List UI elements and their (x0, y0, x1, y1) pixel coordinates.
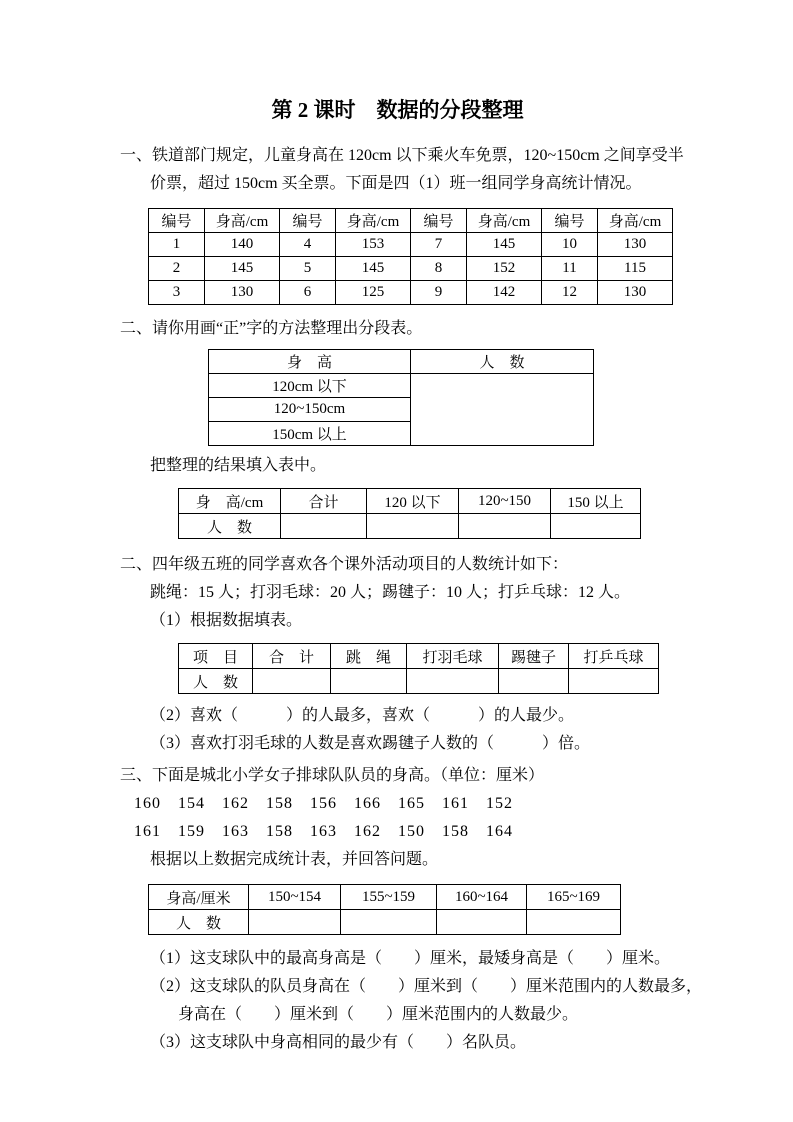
data-cell: 4 (280, 233, 336, 257)
empty-cell (551, 514, 641, 539)
header-cell: 身 高 (209, 350, 411, 374)
header-cell: 身高/cm (467, 209, 542, 233)
table-row (149, 910, 621, 935)
header-cell: 身高/厘米 (149, 885, 249, 910)
data-cell: 130 (598, 233, 673, 257)
data-cell: 115 (598, 257, 673, 281)
header-cell: 身 高/cm (179, 489, 281, 514)
section3-q3: （3）喜欢打羽毛球的人数是喜欢踢毽子人数的（ ）倍。 (150, 735, 591, 752)
data-cell: 3 (149, 281, 205, 305)
data-cell: 130 (598, 281, 673, 305)
table-row (179, 669, 659, 694)
data-cell: 142 (467, 281, 542, 305)
data-cell: 5 (280, 257, 336, 281)
header-cell: 身高/cm (336, 209, 411, 233)
header-cell: 跳 绳 (331, 644, 407, 669)
data-cell: 9 (411, 281, 467, 305)
data-cell: 1 (149, 233, 205, 257)
data-cell: 145 (205, 257, 280, 281)
empty-cell (411, 374, 594, 446)
empty-cell (281, 514, 367, 539)
table-header-row (209, 350, 594, 374)
empty-cell (341, 910, 437, 935)
empty-cell (249, 910, 341, 935)
data-cell: 11 (542, 257, 598, 281)
header-cell: 120~150 (459, 489, 551, 514)
header-cell: 155~159 (341, 885, 437, 910)
section4-q1: （1）这支球队中的最高身高是（ ）厘米，最矮身高是（ ）厘米。 (150, 950, 671, 967)
empty-cell (459, 514, 551, 539)
header-cell: 身高/cm (205, 209, 280, 233)
heights-row-2: 161 159 163 158 163 162 150 158 164 (134, 823, 514, 840)
table-row (179, 514, 641, 539)
empty-cell (499, 669, 569, 694)
data-cell: 125 (336, 281, 411, 305)
table-header-row (179, 489, 641, 514)
data-cell: 153 (336, 233, 411, 257)
header-cell: 合 计 (253, 644, 331, 669)
empty-cell (569, 669, 659, 694)
row-label-cell: 150cm 以上 (209, 422, 411, 446)
empty-cell (331, 669, 407, 694)
data-cell: 6 (280, 281, 336, 305)
table-header-row (149, 209, 673, 233)
section3-q2: （2）喜欢（ ）的人最多，喜欢（ ）的人最少。 (150, 707, 575, 724)
heights-row-1: 160 154 162 158 156 166 165 161 152 (134, 795, 514, 812)
data-cell: 2 (149, 257, 205, 281)
section4-q2-line2: 身高在（ ）厘米到（ ）厘米范围内的人数最少。 (178, 1006, 579, 1023)
section3-q1: （1）根据数据填表。 (150, 612, 303, 629)
header-cell: 编号 (542, 209, 598, 233)
table-row (149, 233, 673, 257)
section3-heading: 二、四年级五班的同学喜欢各个课外活动项目的人数统计如下： (120, 556, 569, 573)
tally-table (208, 349, 594, 446)
table-header-row (179, 644, 659, 669)
data-cell: 145 (336, 257, 411, 281)
row-label-cell: 人 数 (149, 910, 249, 935)
page-title: 第 2 课时 数据的分段整理 (271, 98, 524, 122)
table-row (149, 257, 673, 281)
section1-intro-line1: 一、铁道部门规定，儿童身高在 120cm 以下乘火车免票，120~150cm 之间享受半 (120, 147, 684, 164)
section4-q3: （3）这支球队中身高相同的最少有（ ）名队员。 (150, 1034, 527, 1051)
table-row (209, 374, 594, 398)
segment-result-table (178, 488, 641, 539)
table-row (149, 281, 673, 305)
header-cell: 编号 (411, 209, 467, 233)
header-cell: 踢毽子 (499, 644, 569, 669)
header-cell: 合计 (281, 489, 367, 514)
empty-cell (407, 669, 499, 694)
header-cell: 身高/cm (598, 209, 673, 233)
section1-intro-line2: 价票，超过 150cm 买全票。下面是四（1）班一组同学身高统计情况。 (150, 175, 642, 192)
fill-note: 把整理的结果填入表中。 (150, 457, 327, 474)
data-cell: 12 (542, 281, 598, 305)
row-label-cell: 120cm 以下 (209, 374, 411, 398)
row-label-cell: 120~150cm (209, 398, 411, 422)
section2-heading: 二、请你用画“正”字的方法整理出分段表。 (120, 320, 423, 337)
section4-note: 根据以上数据完成统计表，并回答问题。 (150, 851, 439, 868)
empty-cell (367, 514, 459, 539)
header-cell: 150 以上 (551, 489, 641, 514)
empty-cell (527, 910, 621, 935)
row-label-cell: 人 数 (179, 514, 281, 539)
header-cell: 160~164 (437, 885, 527, 910)
header-cell: 编号 (280, 209, 336, 233)
empty-cell (437, 910, 527, 935)
empty-cell (253, 669, 331, 694)
table-header-row (149, 885, 621, 910)
header-cell: 150~154 (249, 885, 341, 910)
header-cell: 打乒乓球 (569, 644, 659, 669)
activities-table (178, 643, 659, 694)
data-cell: 7 (411, 233, 467, 257)
header-cell: 项 目 (179, 644, 253, 669)
height-stats-table (148, 208, 673, 305)
data-cell: 10 (542, 233, 598, 257)
data-cell: 140 (205, 233, 280, 257)
data-cell: 8 (411, 257, 467, 281)
data-cell: 152 (467, 257, 542, 281)
data-cell: 145 (467, 233, 542, 257)
section4-heading: 三、下面是城北小学女子排球队队员的身高。（单位：厘米） (120, 767, 545, 784)
header-cell: 打羽毛球 (407, 644, 499, 669)
data-cell: 130 (205, 281, 280, 305)
height-range-table (148, 884, 621, 935)
section4-q2-line1: （2）这支球队的队员身高在（ ）厘米到（ ）厘米范围内的人数最多， (150, 978, 703, 995)
header-cell: 编号 (149, 209, 205, 233)
header-cell: 165~169 (527, 885, 621, 910)
activities-data-line: 跳绳：15 人；打羽毛球：20 人；踢毽子：10 人；打乒乓球：12 人。 (150, 584, 631, 601)
header-cell: 人 数 (411, 350, 594, 374)
header-cell: 120 以下 (367, 489, 459, 514)
row-label-cell: 人 数 (179, 669, 253, 694)
